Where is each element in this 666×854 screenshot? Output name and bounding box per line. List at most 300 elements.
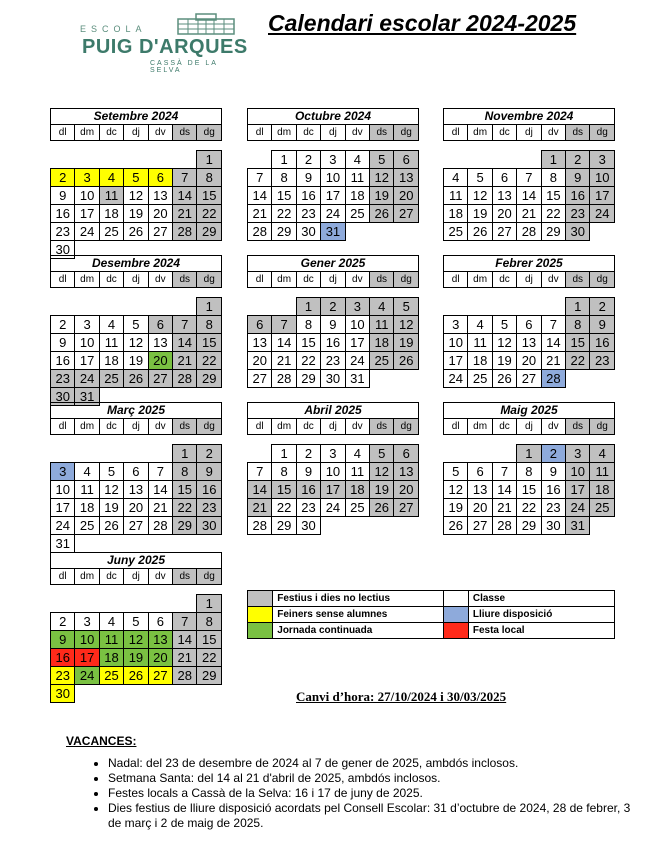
day-cell: 11: [99, 187, 123, 205]
day-cell: 15: [173, 481, 197, 499]
day-cell: 21: [248, 499, 272, 517]
weekday-header: dc: [296, 125, 320, 141]
month-name: Novembre 2024: [444, 109, 615, 125]
day-cell: 29: [197, 667, 222, 685]
weekday-header: dj: [124, 272, 148, 288]
weekday-header: dj: [517, 419, 541, 435]
day-cell: 24: [75, 370, 99, 388]
day-cell: 24: [444, 370, 468, 388]
vacances-title: VACANCES:: [66, 734, 137, 748]
day-cell: 18: [590, 481, 615, 499]
day-cell: 2: [51, 316, 75, 334]
day-cell: 14: [173, 334, 197, 352]
day-cell: 23: [51, 667, 75, 685]
day-cell: 2: [590, 298, 615, 316]
vacances-item: • Nadal: del 23 de desembre de 2024 al 7 de gener de 2025, ambdós inclosos.: [108, 756, 638, 771]
weekday-header: dm: [272, 272, 296, 288]
day-cell: 16: [51, 352, 75, 370]
month-calendar: [443, 255, 615, 388]
day-cell: 4: [99, 169, 123, 187]
day-cell: 28: [173, 667, 197, 685]
month-name: Març 2025: [51, 403, 222, 419]
day-cell: 4: [99, 613, 123, 631]
weekday-header: ds: [370, 419, 394, 435]
day-cell: 19: [444, 499, 468, 517]
day-cell: 8: [197, 316, 222, 334]
month-name: Maig 2025: [444, 403, 615, 419]
month-name: Gener 2025: [248, 256, 419, 272]
day-cell: 24: [321, 499, 345, 517]
day-cell: 19: [124, 352, 148, 370]
day-cell: 4: [345, 151, 369, 169]
day-cell: 19: [370, 187, 394, 205]
day-cell: 9: [296, 463, 320, 481]
day-cell: 2: [51, 169, 75, 187]
weekday-header: dm: [75, 419, 99, 435]
day-cell: 23: [541, 499, 565, 517]
day-cell: 5: [124, 613, 148, 631]
day-cell: 10: [75, 187, 99, 205]
day-cell: 14: [173, 187, 197, 205]
weekday-header: dv: [148, 272, 172, 288]
day-cell: 12: [468, 187, 492, 205]
day-cell: 1: [517, 445, 541, 463]
month-calendar: [50, 552, 222, 703]
day-cell: 20: [124, 499, 148, 517]
weekday-header: dc: [492, 272, 516, 288]
day-cell: 2: [541, 445, 565, 463]
weekday-header: dg: [197, 272, 222, 288]
day-cell: 22: [272, 205, 296, 223]
weekday-header: dm: [272, 419, 296, 435]
day-cell: 4: [444, 169, 468, 187]
day-cell: 25: [468, 370, 492, 388]
day-cell: 4: [345, 445, 369, 463]
day-cell: 17: [75, 352, 99, 370]
day-cell: 22: [272, 499, 296, 517]
weekday-header: dc: [99, 419, 123, 435]
day-cell: 27: [148, 370, 172, 388]
weekday-header: dc: [99, 125, 123, 141]
day-cell: 22: [566, 352, 590, 370]
day-cell: 8: [541, 169, 565, 187]
day-cell: 28: [492, 517, 516, 535]
weekday-header: dl: [444, 272, 468, 288]
day-cell: 12: [99, 481, 123, 499]
day-cell: 3: [321, 445, 345, 463]
weekday-header: dg: [197, 569, 222, 585]
day-cell: 28: [541, 370, 565, 388]
day-cell: 18: [99, 205, 123, 223]
day-cell: 26: [124, 370, 148, 388]
day-cell: 27: [148, 223, 172, 241]
day-cell: 10: [51, 481, 75, 499]
weekday-header: ds: [370, 125, 394, 141]
day-cell: 23: [197, 499, 222, 517]
day-cell: 30: [51, 685, 75, 703]
day-cell: 22: [197, 649, 222, 667]
logo-escola-text: ESCOLA: [80, 24, 147, 34]
day-cell: 3: [345, 298, 369, 316]
day-cell: 19: [124, 205, 148, 223]
weekday-header: dv: [345, 272, 369, 288]
day-cell: 9: [541, 463, 565, 481]
legend-label: Festius i dies no lectius: [273, 591, 443, 607]
day-cell: 5: [492, 316, 516, 334]
weekday-header: dm: [468, 125, 492, 141]
weekday-header: dj: [124, 125, 148, 141]
day-cell: 21: [173, 352, 197, 370]
day-cell: 6: [148, 169, 172, 187]
day-cell: 25: [444, 223, 468, 241]
weekday-header: dj: [321, 419, 345, 435]
day-cell: 6: [394, 445, 419, 463]
day-cell: 27: [468, 517, 492, 535]
day-cell: 11: [590, 463, 615, 481]
weekday-header: dv: [345, 419, 369, 435]
month-calendar: [247, 108, 419, 241]
day-cell: 21: [248, 205, 272, 223]
day-cell: 11: [345, 463, 369, 481]
day-cell: 20: [394, 481, 419, 499]
weekday-header: dj: [517, 125, 541, 141]
day-cell: 21: [272, 352, 296, 370]
day-cell: 7: [173, 613, 197, 631]
day-cell: 30: [51, 241, 75, 259]
legend-swatch: [248, 623, 273, 639]
day-cell: 11: [468, 334, 492, 352]
weekday-header: dl: [51, 419, 75, 435]
day-cell: 12: [124, 187, 148, 205]
weekday-header: dl: [444, 125, 468, 141]
day-cell: 27: [394, 205, 419, 223]
day-cell: 2: [296, 445, 320, 463]
weekday-header: dc: [296, 272, 320, 288]
day-cell: 1: [197, 151, 222, 169]
legend-swatch: [248, 591, 273, 607]
day-cell: 21: [173, 205, 197, 223]
weekday-header: dm: [75, 569, 99, 585]
day-cell: 19: [124, 649, 148, 667]
day-cell: 31: [51, 535, 75, 553]
day-cell: 7: [541, 316, 565, 334]
day-cell: 19: [492, 352, 516, 370]
day-cell: 6: [148, 613, 172, 631]
day-cell: 18: [99, 352, 123, 370]
day-cell: 25: [99, 370, 123, 388]
day-cell: 10: [566, 463, 590, 481]
weekday-header: ds: [173, 125, 197, 141]
day-cell: 13: [394, 169, 419, 187]
day-cell: 15: [296, 334, 320, 352]
weekday-header: dm: [75, 125, 99, 141]
day-cell: 28: [272, 370, 296, 388]
day-cell: 25: [99, 667, 123, 685]
day-cell: 24: [590, 205, 615, 223]
vacances-item: • Festes locals a Cassà de la Selva: 16 i 17 de juny de 2025.: [108, 786, 638, 801]
day-cell: 31: [566, 517, 590, 535]
day-cell: 13: [248, 334, 272, 352]
day-cell: 21: [148, 499, 172, 517]
day-cell: 12: [394, 316, 419, 334]
day-cell: 29: [517, 517, 541, 535]
weekday-header: dg: [394, 125, 419, 141]
day-cell: 16: [296, 481, 320, 499]
day-cell: 25: [75, 517, 99, 535]
day-cell: 2: [197, 445, 222, 463]
day-cell: 23: [296, 499, 320, 517]
day-cell: 25: [345, 205, 369, 223]
day-cell: 2: [321, 298, 345, 316]
day-cell: 18: [75, 499, 99, 517]
day-cell: 7: [173, 316, 197, 334]
day-cell: 14: [272, 334, 296, 352]
day-cell: 17: [321, 481, 345, 499]
day-cell: 1: [173, 445, 197, 463]
day-cell: 3: [444, 316, 468, 334]
day-cell: 13: [148, 187, 172, 205]
day-cell: 3: [321, 151, 345, 169]
weekday-header: dv: [541, 272, 565, 288]
day-cell: 7: [492, 463, 516, 481]
day-cell: 10: [321, 463, 345, 481]
day-cell: 28: [248, 517, 272, 535]
weekday-header: dc: [99, 569, 123, 585]
weekday-header: dl: [248, 272, 272, 288]
weekday-header: ds: [566, 272, 590, 288]
day-cell: 11: [75, 481, 99, 499]
school-logo: [80, 10, 250, 72]
day-cell: 4: [75, 463, 99, 481]
day-cell: 9: [296, 169, 320, 187]
day-cell: 18: [345, 481, 369, 499]
day-cell: 29: [541, 223, 565, 241]
day-cell: 8: [566, 316, 590, 334]
month-calendar: [247, 402, 419, 535]
day-cell: 25: [590, 499, 615, 517]
day-cell: 4: [590, 445, 615, 463]
day-cell: 3: [75, 169, 99, 187]
day-cell: 17: [75, 205, 99, 223]
weekday-header: dj: [321, 272, 345, 288]
weekday-header: dg: [197, 419, 222, 435]
month-name: Setembre 2024: [51, 109, 222, 125]
weekday-header: dj: [517, 272, 541, 288]
day-cell: 1: [197, 298, 222, 316]
day-cell: 3: [566, 445, 590, 463]
day-cell: 7: [248, 169, 272, 187]
day-cell: 28: [173, 223, 197, 241]
day-cell: 26: [99, 517, 123, 535]
legend: [247, 590, 615, 639]
day-cell: 24: [566, 499, 590, 517]
day-cell: 19: [394, 334, 419, 352]
day-cell: 17: [444, 352, 468, 370]
month-name: Abril 2025: [248, 403, 419, 419]
legend-swatch: [248, 607, 273, 623]
day-cell: 13: [394, 463, 419, 481]
school-building-icon: [176, 13, 236, 35]
day-cell: 12: [492, 334, 516, 352]
weekday-header: dl: [51, 569, 75, 585]
day-cell: 24: [321, 205, 345, 223]
weekday-header: dv: [541, 125, 565, 141]
day-cell: 26: [124, 667, 148, 685]
legend-swatch: [443, 607, 468, 623]
day-cell: 28: [173, 370, 197, 388]
day-cell: 15: [566, 334, 590, 352]
day-cell: 23: [296, 205, 320, 223]
day-cell: 18: [99, 649, 123, 667]
day-cell: 5: [444, 463, 468, 481]
day-cell: 17: [51, 499, 75, 517]
day-cell: 8: [197, 169, 222, 187]
weekday-header: dc: [296, 419, 320, 435]
weekday-header: ds: [370, 272, 394, 288]
day-cell: 25: [345, 499, 369, 517]
day-cell: 25: [99, 223, 123, 241]
day-cell: 5: [99, 463, 123, 481]
weekday-header: dv: [345, 125, 369, 141]
day-cell: 20: [148, 205, 172, 223]
day-cell: 9: [51, 334, 75, 352]
day-cell: 24: [345, 352, 369, 370]
logo-town: CASSÀ DE LA SELVA: [150, 60, 218, 74]
day-cell: 3: [51, 463, 75, 481]
day-cell: 16: [590, 334, 615, 352]
day-cell: 21: [173, 649, 197, 667]
day-cell: 15: [517, 481, 541, 499]
day-cell: 22: [541, 205, 565, 223]
day-cell: 12: [370, 169, 394, 187]
day-cell: 5: [370, 445, 394, 463]
day-cell: 1: [197, 595, 222, 613]
day-cell: 13: [468, 481, 492, 499]
day-cell: 13: [148, 334, 172, 352]
weekday-header: ds: [566, 125, 590, 141]
day-cell: 22: [517, 499, 541, 517]
day-cell: 14: [517, 187, 541, 205]
day-cell: 7: [272, 316, 296, 334]
day-cell: 21: [517, 205, 541, 223]
day-cell: 6: [517, 316, 541, 334]
day-cell: 28: [517, 223, 541, 241]
weekday-header: dl: [51, 272, 75, 288]
day-cell: 8: [517, 463, 541, 481]
weekday-header: dg: [197, 125, 222, 141]
day-cell: 18: [468, 352, 492, 370]
day-cell: 20: [148, 649, 172, 667]
day-cell: 23: [51, 223, 75, 241]
day-cell: 6: [492, 169, 516, 187]
day-cell: 9: [51, 187, 75, 205]
day-cell: 17: [566, 481, 590, 499]
day-cell: 30: [197, 517, 222, 535]
day-cell: 22: [296, 352, 320, 370]
day-cell: 6: [248, 316, 272, 334]
day-cell: 29: [197, 223, 222, 241]
day-cell: 7: [248, 463, 272, 481]
day-cell: 10: [590, 169, 615, 187]
legend-label: Jornada continuada: [273, 623, 443, 639]
day-cell: 31: [321, 223, 345, 241]
day-cell: 29: [272, 517, 296, 535]
day-cell: 12: [124, 334, 148, 352]
day-cell: 16: [296, 187, 320, 205]
day-cell: 26: [444, 517, 468, 535]
day-cell: 13: [148, 631, 172, 649]
weekday-header: dv: [148, 419, 172, 435]
day-cell: 12: [124, 631, 148, 649]
day-cell: 14: [248, 187, 272, 205]
legend-swatch: [443, 591, 468, 607]
weekday-header: ds: [173, 419, 197, 435]
day-cell: 30: [51, 388, 75, 406]
weekday-header: dv: [148, 125, 172, 141]
day-cell: 17: [321, 187, 345, 205]
day-cell: 4: [99, 316, 123, 334]
day-cell: 18: [370, 334, 394, 352]
day-cell: 3: [590, 151, 615, 169]
month-calendar: [247, 255, 419, 388]
day-cell: 15: [272, 187, 296, 205]
day-cell: 24: [51, 517, 75, 535]
day-cell: 27: [394, 499, 419, 517]
day-cell: 1: [566, 298, 590, 316]
day-cell: 8: [296, 316, 320, 334]
month-calendar: [50, 402, 222, 553]
day-cell: 27: [517, 370, 541, 388]
day-cell: 19: [370, 481, 394, 499]
legend-label: Lliure disposició: [468, 607, 614, 623]
weekday-header: dv: [148, 569, 172, 585]
weekday-header: dg: [590, 125, 615, 141]
day-cell: 21: [541, 352, 565, 370]
day-cell: 13: [517, 334, 541, 352]
day-cell: 2: [51, 613, 75, 631]
weekday-header: ds: [173, 272, 197, 288]
day-cell: 7: [517, 169, 541, 187]
weekday-header: dc: [492, 419, 516, 435]
day-cell: 23: [590, 352, 615, 370]
weekday-header: dv: [541, 419, 565, 435]
day-cell: 23: [566, 205, 590, 223]
day-cell: 11: [99, 334, 123, 352]
weekday-header: ds: [566, 419, 590, 435]
day-cell: 5: [124, 169, 148, 187]
day-cell: 15: [197, 187, 222, 205]
day-cell: 17: [75, 649, 99, 667]
month-calendar: [443, 402, 615, 535]
month-calendar: [50, 255, 222, 406]
day-cell: 9: [321, 316, 345, 334]
vacances-list: [88, 756, 638, 831]
day-cell: 30: [321, 370, 345, 388]
day-cell: 6: [394, 151, 419, 169]
day-cell: 30: [296, 517, 320, 535]
day-cell: 22: [173, 499, 197, 517]
legend-label: Festa local: [468, 623, 614, 639]
day-cell: 9: [197, 463, 222, 481]
day-cell: 18: [444, 205, 468, 223]
weekday-header: dj: [124, 419, 148, 435]
month-name: Febrer 2025: [444, 256, 615, 272]
day-cell: 16: [566, 187, 590, 205]
day-cell: 19: [468, 205, 492, 223]
day-cell: 14: [248, 481, 272, 499]
day-cell: 6: [124, 463, 148, 481]
day-cell: 16: [51, 649, 75, 667]
